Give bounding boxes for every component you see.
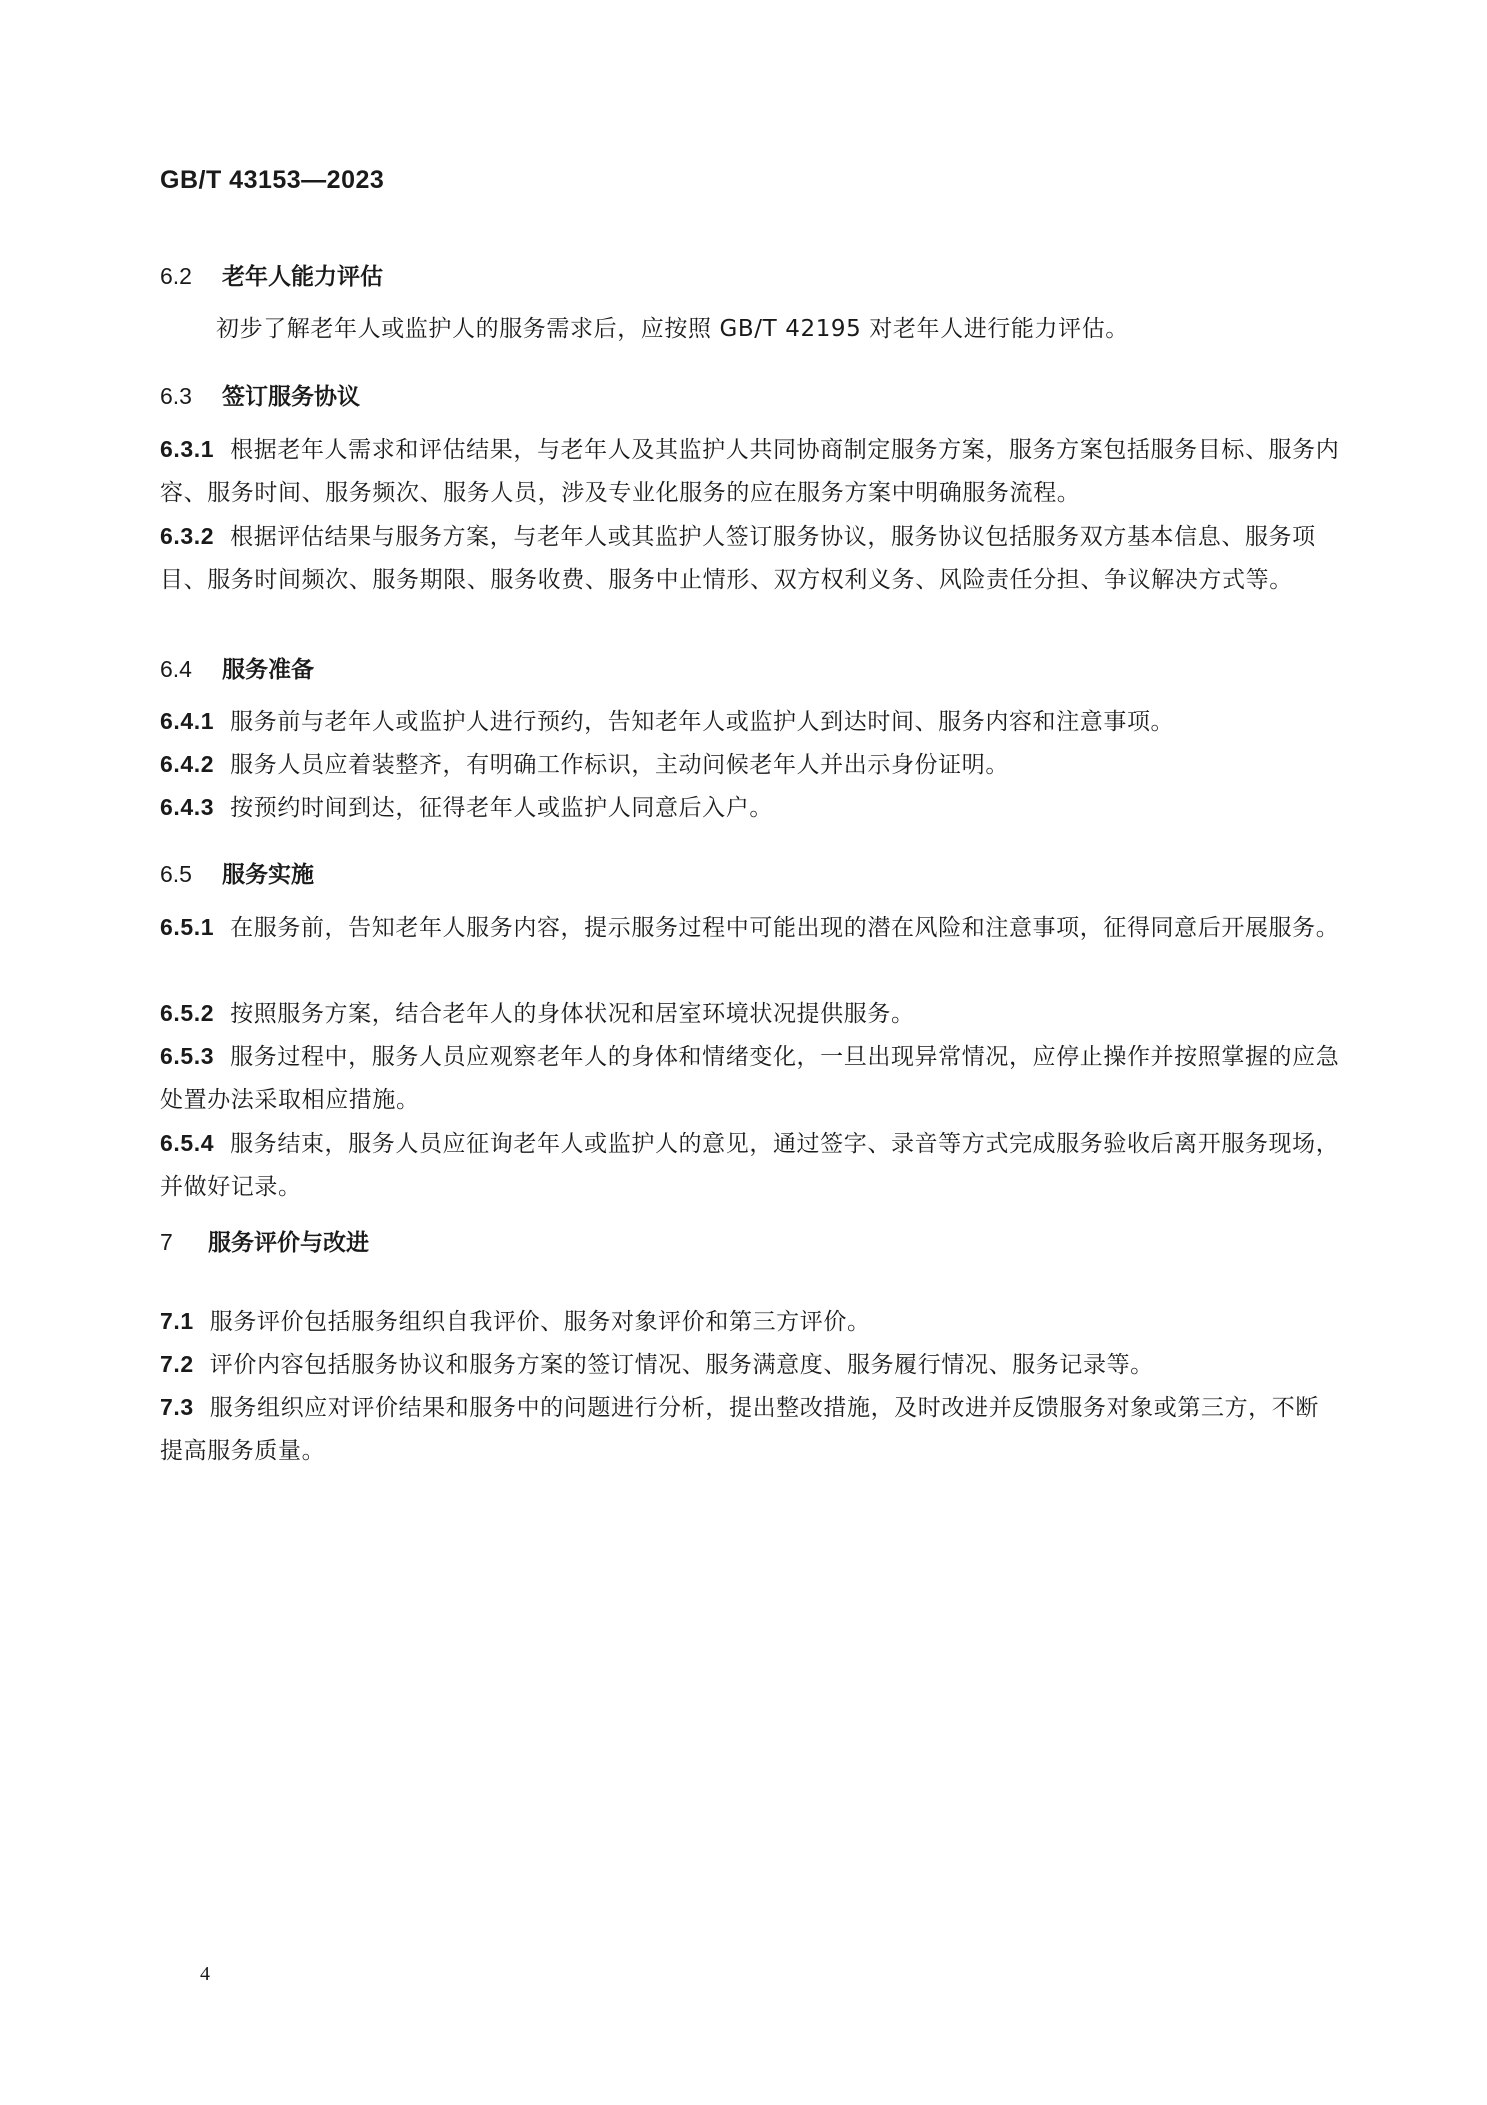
clause-6-5-1 [160,906,1340,950]
clause-number: 6.4.1 [160,708,215,734]
clause-number: 7.1 [160,1308,194,1334]
clause-7-2 [160,1343,1340,1387]
clause-6-3-2 [160,515,1340,602]
clause-text: 评价内容包括服务协议和服务方案的签订情况、服务满意度、服务履行情况、服务记录等。 [209,1352,1154,1378]
clause-number: 6.4.3 [160,794,215,820]
section-heading-6-2 [160,260,383,293]
clause-number: 6.3.1 [160,436,215,462]
clause-number: 7.2 [160,1351,194,1377]
section-number: 6.4 [160,656,192,682]
clause-6-4-3 [160,786,1340,830]
clause-text: 在服务前，告知老年人服务内容，提示服务过程中可能出现的潜在风险和注意事项，征得同意后开展服务。 [230,915,1340,941]
clause-text: 根据评估结果与服务方案，与老年人或其监护人签订服务协议，服务协议包括服务双方基本信息、服务项目、服务时间频次、服务期限、服务收费、服务中止情形、双方权利义务、风险责任分担、争议解决方式等。 [160,524,1316,593]
clause-6-3-1 [160,428,1340,515]
paragraph-6-2: 初步了解老年人或监护人的服务需求后，应按照 GB/T 42195 对老年人进行能力评估。 [216,316,1129,342]
clause-text: 服务评价包括服务组织自我评价、服务对象评价和第三方评价。 [209,1309,871,1335]
section-heading-6-5 [160,858,314,891]
clause-7-1 [160,1300,1340,1344]
clause-number: 6.3.2 [160,523,215,549]
clause-6-4-2 [160,743,1340,787]
clause-text: 服务人员应着装整齐，有明确工作标识，主动问候老年人并出示身份证明。 [230,752,1009,778]
clause-7-3 [160,1386,1340,1473]
clause-number: 6.4.2 [160,751,215,777]
clause-number: 6.5.4 [160,1130,215,1156]
clause-text: 按照服务方案，结合老年人的身体状况和居室环境状况提供服务。 [230,1001,915,1027]
clause-number: 6.5.1 [160,914,215,940]
clause-text: 服务过程中，服务人员应观察老年人的身体和情绪变化，一旦出现异常情况，应停止操作并按照掌握的应急处置办法采取相应措施。 [160,1044,1340,1113]
clause-text: 服务组织应对评价结果和服务中的问题进行分析，提出整改措施，及时改进并反馈服务对象或第三方，不断提高服务质量。 [160,1395,1319,1464]
section-number: 7 [160,1229,173,1255]
clause-text: 根据老年人需求和评估结果，与老年人及其监护人共同协商制定服务方案，服务方案包括服务目标、服务内容、服务时间、服务频次、服务人员，涉及专业化服务的应在服务方案中明确服务流程。 [160,437,1340,506]
clause-number: 6.5.3 [160,1043,215,1069]
section-title: 服务实施 [222,862,314,888]
clause-text: 服务结束，服务人员应征询老年人或监护人的意见，通过签字、录音等方式完成服务验收后离开服务现场，并做好记录。 [160,1131,1340,1200]
section-title: 服务评价与改进 [208,1230,369,1256]
section-number: 6.5 [160,861,192,887]
section-heading-7 [160,1226,369,1259]
page-number: 4 [200,1963,210,1985]
section-heading-6-3 [160,380,360,413]
section-title: 服务准备 [222,657,314,683]
standard-number: GB/T 43153—2023 [160,166,385,194]
section-title: 签订服务协议 [222,384,360,410]
clause-6-5-3 [160,1035,1340,1122]
clause-number: 7.3 [160,1394,194,1420]
clause-6-5-2 [160,992,1340,1036]
section-title: 老年人能力评估 [222,264,383,290]
clause-text: 服务前与老年人或监护人进行预约，告知老年人或监护人到达时间、服务内容和注意事项。 [230,709,1175,735]
clause-6-4-1 [160,700,1340,744]
clause-6-5-4 [160,1122,1340,1209]
clause-text: 按预约时间到达，征得老年人或监护人同意后入户。 [230,795,773,821]
section-number: 6.3 [160,383,192,409]
section-heading-6-4 [160,653,314,686]
section-number: 6.2 [160,263,192,289]
clause-number: 6.5.2 [160,1000,215,1026]
